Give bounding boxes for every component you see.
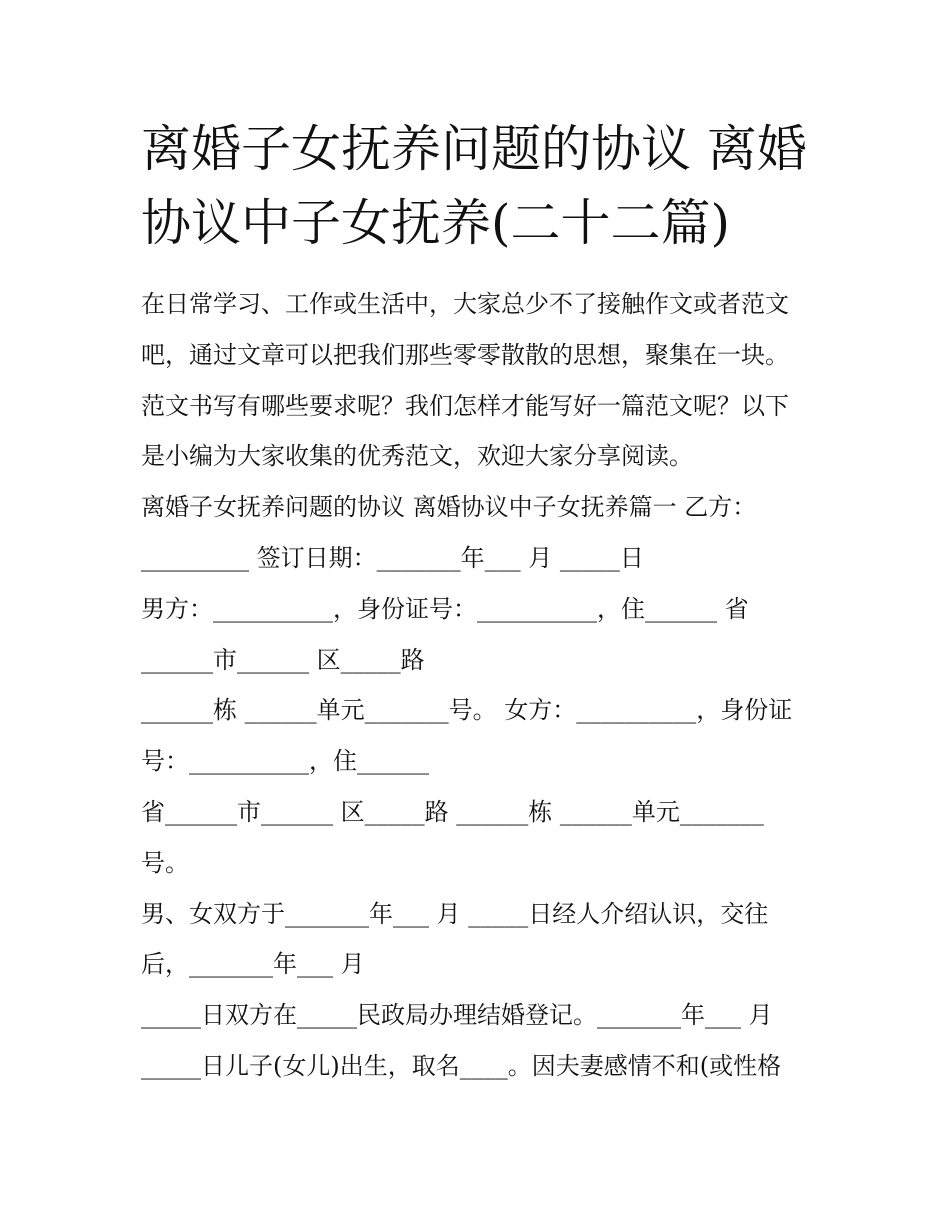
title-line: 协议中子女抚养(二十二篇) <box>141 194 731 252</box>
title-line: 离婚子女抚养问题的协议 离婚 <box>141 120 807 178</box>
paragraph-line: 是小编为大家收集的优秀范文，欢迎大家分享阅读。 <box>141 442 693 471</box>
paragraph-line: _________ 签订日期：_______年___ 月 _____日 <box>141 543 644 572</box>
paragraph-line: 在日常学习、工作或生活中，大家总少不了接触作文或者范文 <box>141 290 789 318</box>
document-title <box>141 112 841 260</box>
paragraph-line: 省______市______ 区_____路 ______栋 ______单元_______ <box>141 797 764 826</box>
paragraph-line: ______市______ 区_____路 <box>141 645 425 674</box>
paragraph-line: 范文书写有哪些要求呢？我们怎样才能写好一篇范文呢？以下 <box>141 391 789 420</box>
paragraph-line: _____日双方在_____民政局办理结婚登记。_______年___ 月 <box>141 1001 773 1030</box>
paragraph-line: 男、女双方于_______年___ 月 _____日经人介绍认识，交往 <box>141 899 769 928</box>
paragraph-line: 吧，通过文章可以把我们那些零零散散的思想，聚集在一块。 <box>141 340 789 369</box>
paragraph-line: _____日儿子(女儿)出生，取名____。因夫妻感情不和(或性格 <box>141 1051 782 1080</box>
paragraph-line: 号。 <box>141 848 189 877</box>
paragraph-line: 后，_______年___ 月 <box>141 950 365 979</box>
paragraph-line: 号：__________，住______ <box>141 747 429 776</box>
paragraph-line: 男方：__________，身份证号：__________，住______ 省 <box>141 594 749 623</box>
paragraph-line: ______栋 ______单元_______号。 女方：__________，身份证 <box>141 696 793 725</box>
document-body <box>141 279 841 1092</box>
paragraph-line: 离婚子女抚养问题的协议 离婚协议中子女抚养篇一 乙方： <box>141 493 757 522</box>
